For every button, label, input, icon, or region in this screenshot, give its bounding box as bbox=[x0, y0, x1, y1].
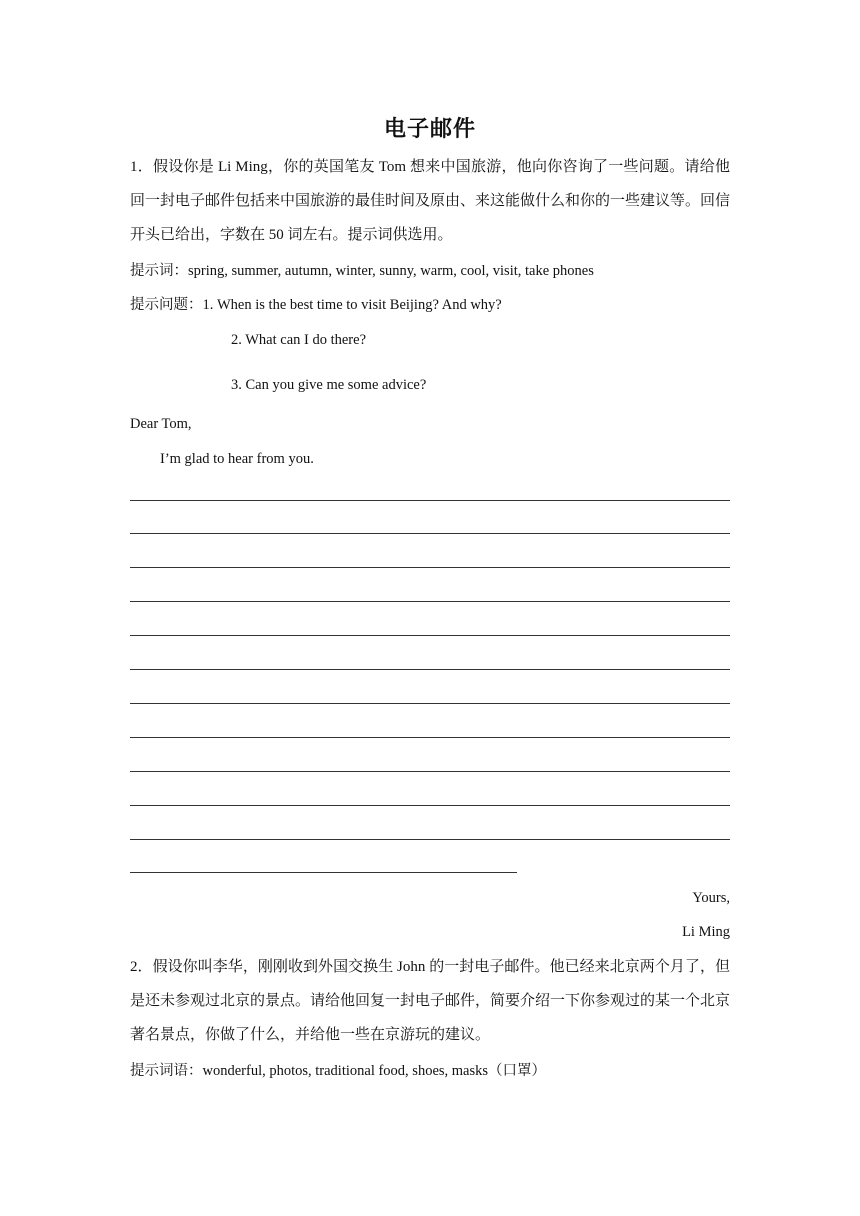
answer-line[interactable] bbox=[130, 601, 730, 602]
answer-line[interactable] bbox=[130, 737, 730, 738]
question-1-hint-question-1: 提示问题：1. When is the best time to visit Beijing? And why? bbox=[130, 297, 502, 313]
question-1-prompt: 1．假设你是 Li Ming，你的英国笔友 Tom 想来中国旅游，他向你咨询了一些问题。请给他回一封电子邮件包括来中国旅游的最佳时间及原由、来这能做什么和你的一些建议等。回信开头已给出，字数在 50 词左右。提示词供选用。 bbox=[130, 159, 731, 243]
answer-line[interactable] bbox=[130, 703, 730, 704]
answer-line[interactable] bbox=[130, 839, 730, 840]
question-1-hint-question-3: 3. Can you give me some advice? bbox=[231, 377, 427, 393]
question-1-hint-words: 提示词：spring, summer, autumn, winter, sunny, warm, cool, visit, take phones bbox=[130, 263, 594, 279]
question-1-hint-question-2: 2. What can I do there? bbox=[231, 332, 367, 348]
letter-closing: Yours, bbox=[692, 890, 730, 906]
page-title: 电子邮件 bbox=[383, 117, 476, 142]
answer-line[interactable] bbox=[130, 635, 730, 636]
letter-opening: I’m glad to hear from you. bbox=[160, 451, 314, 467]
answer-line[interactable] bbox=[130, 500, 730, 501]
answer-line[interactable] bbox=[130, 669, 730, 670]
question-2-hint-words: 提示词语：wonderful, photos, traditional food, shoes, masks（口罩） bbox=[130, 1063, 547, 1079]
answer-line-short[interactable] bbox=[130, 872, 517, 873]
letter-signature: Li Ming bbox=[682, 924, 730, 940]
answer-line[interactable] bbox=[130, 567, 730, 568]
question-2-prompt: 2．假设你叫李华，刚刚收到外国交换生 John 的一封电子邮件。他已经来北京两个月了，但是还未参观过北京的景点。请给他回复一封电子邮件，简要介绍一下你参观过的某一个北京著名景点，你做了什么，并给他一些在京游玩的建议。 bbox=[130, 959, 731, 1043]
answer-line[interactable] bbox=[130, 771, 730, 772]
answer-line[interactable] bbox=[130, 533, 730, 534]
letter-salutation: Dear Tom, bbox=[130, 416, 192, 432]
answer-line[interactable] bbox=[130, 805, 730, 806]
